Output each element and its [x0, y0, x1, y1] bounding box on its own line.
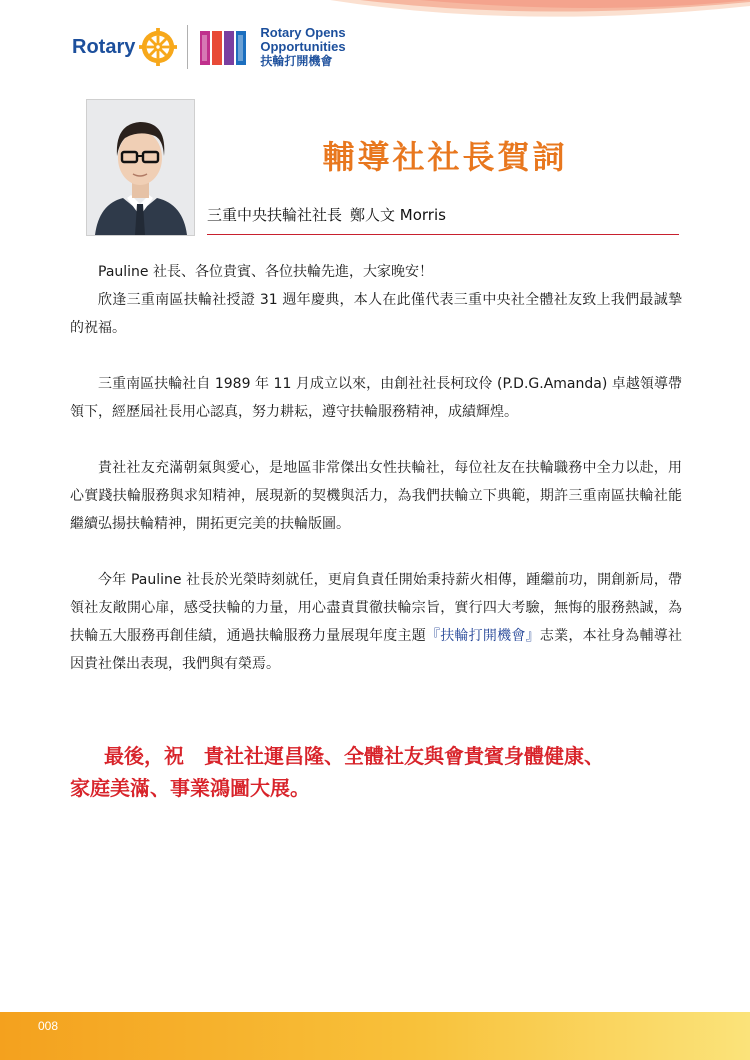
paragraph-4	[70, 566, 682, 678]
closing-line-1: 最後，祝 貴社社運昌隆、全體社友與會貴賓身體健康、	[104, 744, 604, 768]
rotary-wheel-icon	[139, 28, 177, 66]
paragraph-3: 貴社社友充滿朝氣與愛心，是地區非常傑出女性扶輪社，每位社友在扶輪職務中全力以赴，用心實踐扶輪服務與求知精神，展現新的契機與活力，為我們扶輪立下典範，期許三重南區扶輪社能繼續弘揚扶輪精神，開拓更完美的扶輪版圖。	[70, 460, 682, 532]
slogan-chinese: 扶輪打開機會	[260, 54, 333, 68]
slogan-block	[260, 26, 345, 68]
page-number: 008	[38, 1019, 59, 1033]
closing-line-2: 家庭美滿、事業鴻圖大展。	[70, 776, 310, 800]
greeting-paragraph: Pauline 社長、各位貴賓、各位扶輪先進，大家晚安！	[98, 264, 433, 280]
paragraph-1: 欣逢三重南區扶輪社授證 31 週年慶典，本人在此僅代表三重中央社全體社友致上我們最誠摯的祝福。	[70, 292, 682, 336]
paragraph-4-end: 志業，本社身為輔導社因貴社傑出表現，我們與有榮焉。	[70, 628, 683, 672]
author-portrait	[86, 99, 195, 236]
slogan-line2: Opportunities	[260, 39, 346, 54]
footer-bar	[0, 1012, 750, 1060]
author-line	[207, 204, 446, 225]
closing-blessing	[70, 740, 682, 804]
page-title: 輔導社社長賀詞	[322, 138, 568, 176]
paragraph-2: 三重南區扶輪社自 1989 年 11 月成立以來，由創社社長柯玟伶 (P.D.G.Amanda) 卓越領導帶領下，經歷屆社長用心認真，努力耕耘，遵守扶輪服務精神，成績輝煌。	[70, 376, 682, 420]
doors-logo-icon	[198, 27, 254, 67]
header-divider	[187, 25, 188, 69]
rotary-wordmark: Rotary	[72, 35, 136, 58]
author-underline	[207, 234, 679, 235]
annual-theme: 『扶輪打開機會』	[425, 628, 540, 644]
message-body	[70, 258, 682, 678]
header-logos	[72, 22, 346, 72]
paragraph-4-start: 今年 Pauline 社長於光榮時刻就任，更肩負責任開始秉持薪火相傳，踵繼前功，開創新局，帶領社友敞開心扉，感受扶輪的力量，用心盡責貫徹扶輪宗旨，實行四大考驗，無悔的服務熱誠，為扶輪五大服務再創佳績，通過扶輪服務力量展現年度主題	[70, 572, 682, 644]
slogan-line1: Rotary Opens	[260, 25, 346, 40]
author-role: 三重中央扶輪社社長	[207, 206, 343, 224]
author-name: 鄭人文 Morris	[350, 206, 446, 224]
portrait-illustration	[87, 100, 194, 235]
